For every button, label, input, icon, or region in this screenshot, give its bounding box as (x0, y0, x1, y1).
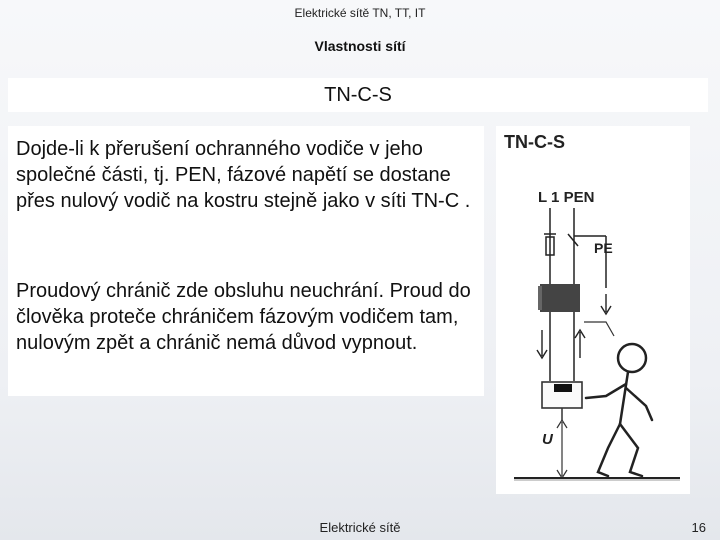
person-arm-touching (586, 384, 626, 398)
person-leg-right (620, 424, 642, 476)
voltage-label: U (542, 431, 553, 448)
diagram-title: TN-C-S (504, 132, 565, 152)
arrow-up-icon (575, 330, 585, 358)
fi-device (540, 284, 580, 312)
pe-label: PE (594, 240, 613, 256)
person-leg-left (598, 424, 620, 476)
appliance-terminal (554, 384, 572, 392)
tncs-diagram (496, 126, 690, 494)
paragraph-rcd: Proudový chránič zde obsluhu neuchrání. Proud do člověka proteče chráničem fázovým vodičem tam, nulovým zpět a chránič nemá důvod vypnout. (16, 280, 471, 354)
page-number: 16 (691, 520, 706, 535)
section-banner: TN-C-S (8, 78, 708, 112)
touch-line (584, 322, 614, 336)
voltage-arrow-icon (557, 420, 567, 478)
tncs-diagram-svg (496, 126, 690, 494)
person-arm (626, 388, 652, 420)
paragraph-break-pen: Dojde-li k přerušení ochranného vodiče v jeho společné části, tj. PEN, fázové napětí se dostane přes nulový vodič na kostru stejně jako v síti TN-C . (16, 138, 471, 212)
person-body (620, 372, 628, 424)
pe-arrow-down-icon (601, 294, 611, 314)
fi-device-edge (538, 286, 542, 310)
person-head (618, 344, 646, 372)
footer-title: Elektrické sítě (319, 520, 401, 535)
header-title: Elektrické sítě TN, TT, IT (294, 6, 426, 20)
slide-title: Vlastnosti sítí (314, 38, 406, 54)
conductor-labels: L 1 PEN (538, 189, 595, 206)
arrow-down-icon (537, 330, 547, 358)
text-box (8, 126, 484, 396)
